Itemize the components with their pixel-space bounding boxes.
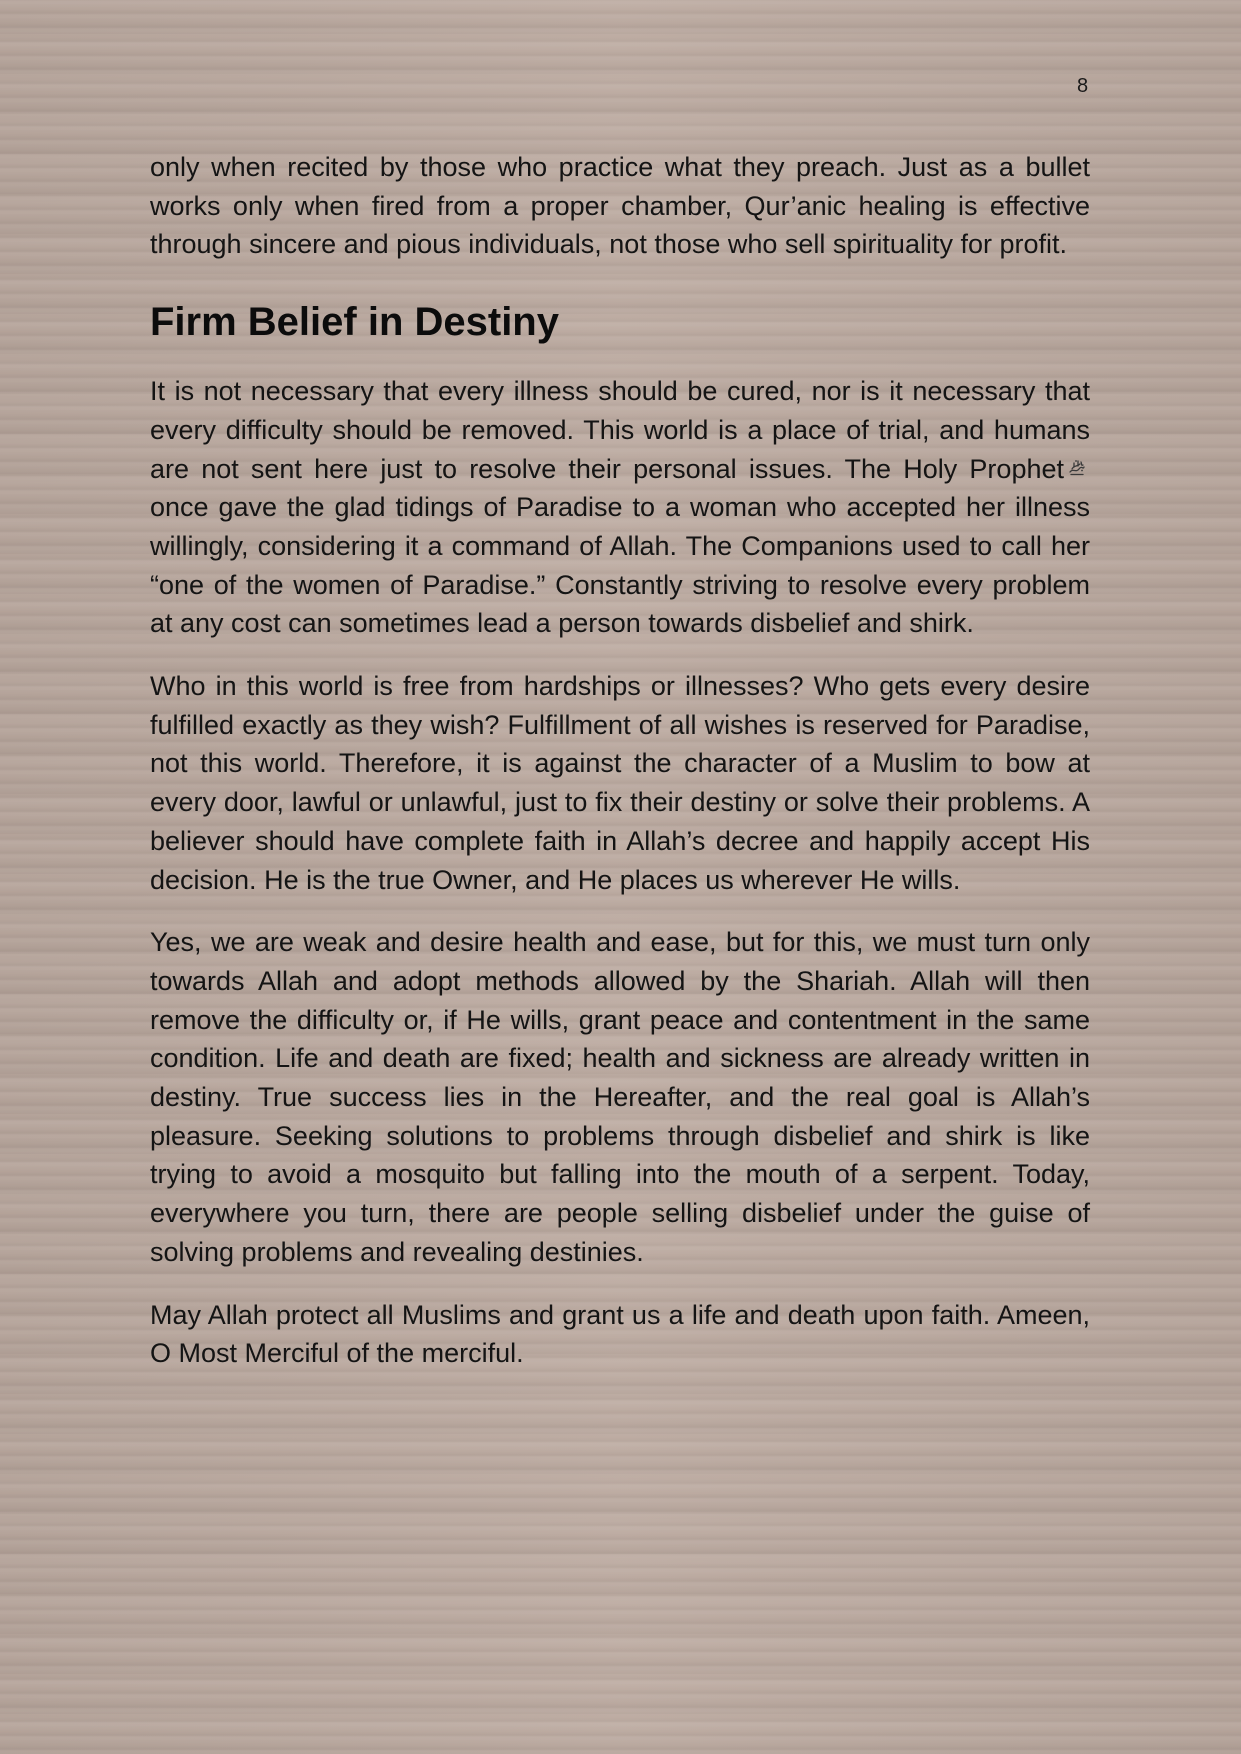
paragraph-destiny-2: Who in this world is free from hardships or illnesses? Who gets every desire fulfilled exactly as they wish? Fulfillment of all wishes is reserved for Paradise, not this world. Therefore, it is against the character of a Muslim to bow at every door, lawful or unlawful, just to fix their destiny or solve their problems. A believer should have complete faith in Allah’s decree and happily accept His decision. He is the true Owner, and He places us wherever He wills. (150, 671, 1090, 895)
page-content (150, 148, 1090, 1373)
page-number: 8 (1077, 75, 1089, 97)
paragraph-destiny-3: Yes, we are weak and desire health and ease, but for this, we must turn only towards Allah and adopt methods allowed by the Shariah. Allah will then remove the difficulty or, if He wills, grant peace and contentment in the same condition. Life and death are fixed; health and sickness are already written in destiny. True success lies in the Hereafter, and the real goal is Allah’s pleasure. Seeking solutions to problems through disbelief and shirk is like trying to avoid a mosquito but falling into the mouth of a serpent. Today, everywhere you turn, there are people selling disbelief under the guise of solving problems and revealing destinies. (150, 927, 1090, 1267)
paragraph-destiny-1-part-2: once gave the glad tidings of Paradise to a woman who accepted her illness willingly, considering it a command of Allah. The Companions used to call her “one of the women of Paradise.” Constantly striving to resolve every problem at any cost can sometimes lead a person towards disbelief and shirk. (150, 492, 1090, 639)
section-heading: Firm Belief in Destiny (150, 300, 559, 345)
closing-prayer-paragraph: May Allah protect all Muslims and grant us a life and death upon faith. Ameen, O Most Merciful of the merciful. (150, 1299, 1090, 1369)
intro-paragraph: only when recited by those who practice what they preach. Just as a bullet works only when fired from a proper chamber, Qur’anic healing is effective through sincere and pious individuals, not those who sell spirituality for profit. (150, 152, 1090, 260)
paragraph-destiny-1-part-1: It is not necessary that every illness should be cured, nor is it necessary that every difficulty should be removed. This world is a place of trial, and humans are not sent here just to resolve their personal issues. The Holy Prophet (150, 376, 1090, 484)
salawat-calligraphy-icon (1068, 458, 1086, 476)
paragraph-destiny-1 (150, 372, 1090, 643)
